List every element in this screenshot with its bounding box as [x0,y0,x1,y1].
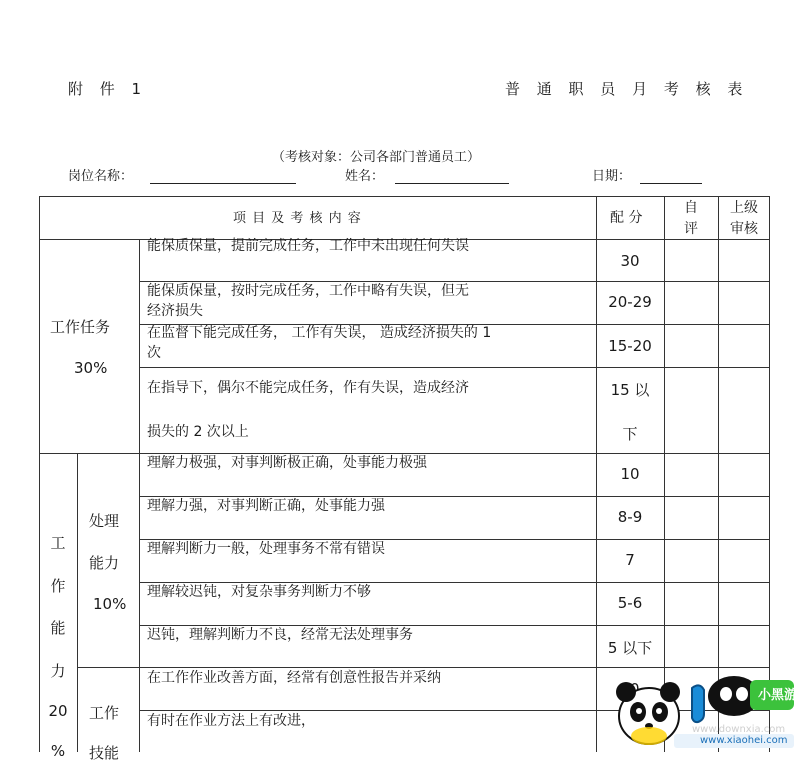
score-cell: 15 以 [610,381,650,399]
table-row: 有时在作业方法上有改进， [147,713,315,729]
table-row: 理解力强，对事判断正确，处事能力强 [147,498,385,514]
name-field[interactable] [395,183,509,184]
attachment-label: 附 件 1 [68,80,148,98]
section2-title-char: % [50,742,66,760]
subsection1-title-line2: 能力 [89,554,120,572]
category-col-divider [139,239,140,752]
score-cell: 5 以下 [607,639,653,657]
section-col-divider [77,453,78,752]
header-self-line1: 自 [684,200,698,216]
score-cell: 7 [625,551,635,569]
table-row: 能保质保量，按时完成任务，工作中略有失误，但无 [147,283,469,299]
subsection1-title-line1: 处理 [89,512,120,530]
header-self-line2: 评 [684,221,698,237]
score-cell-cont: 下 [622,425,638,443]
site-watermark [604,666,810,752]
section2-title-char: 作 [50,577,66,595]
section1-title: 工作任务 [50,318,111,336]
header-supervisor-line1: 上级 [730,200,758,216]
score-cell: 30 [620,252,640,270]
table-row-cont: 次 [147,345,161,361]
subsection2-title-line2: 技能 [89,744,120,762]
table-row-cont: 损失的 2 次以上 [147,424,249,440]
header-supervisor-line2: 审核 [730,221,758,237]
form-title: 普 通 职 员 月 考 核 表 [505,80,749,98]
position-label: 岗位名称： [68,169,134,184]
table-row: 迟钝，理解判断力不良，经常无法处理事务 [147,627,413,643]
name-label: 姓名： [345,169,385,184]
watermark-url-faded: www.downxia.com [692,724,786,735]
section1-weight: 30% [74,359,108,377]
date-field[interactable] [640,183,702,184]
section2-title-char: 力 [50,662,66,680]
section2-title-char: 能 [50,619,66,637]
table-border-top [39,196,769,197]
score-cell: 20-29 [608,293,652,311]
section2-title-char: 20 [48,702,68,720]
table-row: 在指导下，偶尔不能完成任务，作有失误，造成经济 [147,380,469,396]
score-cell: 8-9 [617,508,643,526]
header-score: 配 分 [610,210,643,226]
row-divider [139,367,769,368]
table-row: 理解力极强，对事判断极正确，处事能力极强 [147,455,427,471]
header-item: 项 目 及 考 核 内 容 [233,211,362,226]
table-row: 能保质保量，提前完成任务，工作中未出现任何失误 [147,238,469,254]
table-row: 在工作作业改善方面，经常有创意性报告并采纳 [147,670,441,686]
subject-note: （考核对象：公司各部门普通员工） [272,150,481,165]
table-row-cont: 经济损失 [147,303,203,319]
subsection1-weight: 10% [93,595,127,613]
section2-title-char: 工 [50,534,66,552]
table-row: 在监督下能完成任务， 工作有失误， 造成经济损失的 1 [147,325,492,341]
table-row: 理解较迟钝，对复杂事务判断力不够 [147,584,371,600]
watermark-brand: 小黑游戏 [758,688,810,703]
table-row: 理解判断力一般，处理事务不常有错误 [147,541,385,557]
score-cell: 15-20 [608,337,652,355]
date-label: 日期： [592,169,632,184]
score-cell: 10 [620,465,640,483]
watermark-url: www.xiaohei.com [700,735,788,746]
score-cell: 5-6 [617,594,643,612]
position-field[interactable] [150,183,296,184]
subsection2-title-line1: 工作 [89,704,120,722]
